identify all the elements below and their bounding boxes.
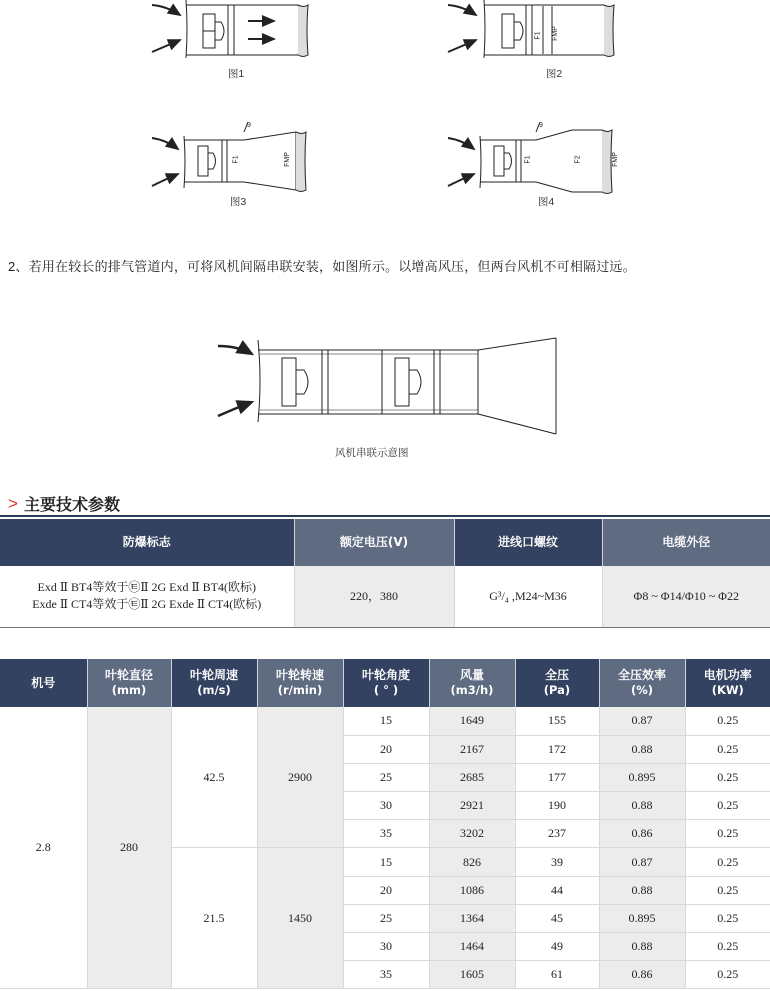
body-paragraph: 2、若用在较长的排气管道内，可将风机间隔串联安装，如图所示。以增高风压，但两台风机不可相隔过远。 bbox=[8, 259, 636, 274]
pressure-cell: 44 bbox=[515, 876, 599, 904]
efficiency-cell: 0.87 bbox=[599, 707, 685, 735]
figure-3-caption: 图3 bbox=[229, 196, 247, 208]
perf-header-airflow: 风量 (m3/h) bbox=[429, 659, 515, 707]
figure-4 bbox=[444, 116, 634, 208]
power-cell: 0.25 bbox=[685, 735, 770, 763]
spec-header: 防爆标志 bbox=[0, 519, 294, 566]
angle-cell: 15 bbox=[343, 707, 429, 735]
fig2-f1-label: F1 bbox=[534, 31, 542, 40]
pressure-cell: 177 bbox=[515, 763, 599, 791]
figure-1-caption: 图1 bbox=[227, 68, 245, 80]
efficiency-cell: 0.87 bbox=[599, 848, 685, 876]
angle-cell: 30 bbox=[343, 792, 429, 820]
airflow-cell: 3202 bbox=[429, 820, 515, 848]
rpm-cell: 1450 bbox=[257, 848, 343, 989]
spec-ex-line2: Exde Ⅱ CT4等效于㉫Ⅱ 2G Exde Ⅱ CT4(欧标) bbox=[32, 597, 262, 612]
figure-4-caption: 图4 bbox=[537, 196, 555, 208]
power-cell: 0.25 bbox=[685, 820, 770, 848]
efficiency-cell: 0.86 bbox=[599, 820, 685, 848]
pressure-cell: 61 bbox=[515, 961, 599, 989]
tip-speed-cell: 21.5 bbox=[171, 848, 257, 989]
perf-header-tip-speed: 叶轮周速 (m/s) bbox=[171, 659, 257, 707]
efficiency-cell: 0.895 bbox=[599, 904, 685, 932]
section-title bbox=[8, 492, 120, 515]
airflow-cell: 826 bbox=[429, 848, 515, 876]
fig4-angle-label: 9 bbox=[539, 122, 543, 129]
spec-header: 电缆外径 bbox=[602, 519, 770, 566]
angle-cell: 25 bbox=[343, 763, 429, 791]
performance-table bbox=[0, 659, 770, 989]
spec-header: 进线口螺纹 bbox=[454, 519, 602, 566]
airflow-cell: 1605 bbox=[429, 961, 515, 989]
pressure-cell: 237 bbox=[515, 820, 599, 848]
power-cell: 0.25 bbox=[685, 763, 770, 791]
spec-ex-cell bbox=[0, 566, 294, 627]
power-cell: 0.25 bbox=[685, 792, 770, 820]
fig4-f2-label: F2 bbox=[574, 155, 582, 164]
efficiency-cell: 0.88 bbox=[599, 735, 685, 763]
pressure-cell: 172 bbox=[515, 735, 599, 763]
perf-header-diameter: 叶轮直径 (mm) bbox=[87, 659, 171, 707]
airflow-cell: 1649 bbox=[429, 707, 515, 735]
airflow-cell: 2921 bbox=[429, 792, 515, 820]
tip-speed-cell: 42.5 bbox=[171, 707, 257, 848]
section-title-text: 主要技术参数 bbox=[23, 497, 120, 514]
fig4-f1-label: F1 bbox=[524, 155, 532, 164]
pressure-cell: 155 bbox=[515, 707, 599, 735]
spec-row bbox=[0, 566, 770, 627]
power-cell: 0.25 bbox=[685, 961, 770, 989]
perf-header-rpm: 叶轮转速 (r/min) bbox=[257, 659, 343, 707]
perf-header-efficiency: 全压效率 (%) bbox=[599, 659, 685, 707]
figure-3 bbox=[148, 116, 318, 208]
spec-header-row bbox=[0, 519, 770, 566]
perf-header-angle: 叶轮角度 ( ° ) bbox=[343, 659, 429, 707]
perf-header-pressure: 全压 (Pa) bbox=[515, 659, 599, 707]
figure-2-caption: 图2 bbox=[545, 68, 563, 80]
fig4-fmp-label: FMP bbox=[611, 152, 619, 167]
perf-body bbox=[0, 707, 770, 989]
power-cell: 0.25 bbox=[685, 904, 770, 932]
pressure-cell: 45 bbox=[515, 904, 599, 932]
pressure-cell: 39 bbox=[515, 848, 599, 876]
section-arrow-icon: > bbox=[8, 493, 18, 513]
perf-header-machine-no: 机号 bbox=[0, 659, 87, 707]
power-cell: 0.25 bbox=[685, 933, 770, 961]
angle-cell: 25 bbox=[343, 904, 429, 932]
airflow-cell: 2167 bbox=[429, 735, 515, 763]
rpm-cell: 2900 bbox=[257, 707, 343, 848]
airflow-cell: 1086 bbox=[429, 876, 515, 904]
spec-thread-cell: G³/₄ ,M24~M36 bbox=[454, 566, 602, 627]
machine-no-cell: 2.8 bbox=[0, 707, 87, 989]
figure-1 bbox=[148, 0, 318, 80]
fig2-fmp-label: FMP bbox=[551, 26, 559, 41]
figure-2 bbox=[444, 0, 624, 80]
section-rule bbox=[0, 515, 770, 517]
power-cell: 0.25 bbox=[685, 876, 770, 904]
fig3-fmp-label: FMP bbox=[283, 152, 291, 167]
efficiency-cell: 0.88 bbox=[599, 933, 685, 961]
angle-cell: 30 bbox=[343, 933, 429, 961]
spec-cable-cell: Φ8 ~ Φ14/Φ10 ~ Φ22 bbox=[602, 566, 770, 627]
perf-header-power: 电机功率 (KW) bbox=[685, 659, 770, 707]
spec-header: 额定电压(V) bbox=[294, 519, 454, 566]
series-diagram-caption: 风机串联示意图 bbox=[335, 447, 409, 459]
perf-header-row bbox=[0, 659, 770, 707]
spec-voltage-cell: 220，380 bbox=[294, 566, 454, 627]
angle-cell: 35 bbox=[343, 820, 429, 848]
power-cell: 0.25 bbox=[685, 707, 770, 735]
diameter-cell: 280 bbox=[87, 707, 171, 989]
efficiency-cell: 0.895 bbox=[599, 763, 685, 791]
airflow-cell: 1364 bbox=[429, 904, 515, 932]
angle-cell: 20 bbox=[343, 876, 429, 904]
angle-cell: 15 bbox=[343, 848, 429, 876]
airflow-cell: 1464 bbox=[429, 933, 515, 961]
spec-table bbox=[0, 519, 770, 628]
angle-cell: 20 bbox=[343, 735, 429, 763]
efficiency-cell: 0.88 bbox=[599, 876, 685, 904]
pressure-cell: 190 bbox=[515, 792, 599, 820]
fig3-f1-label: F1 bbox=[232, 155, 240, 164]
table-row bbox=[0, 707, 770, 735]
series-diagram bbox=[210, 330, 560, 440]
spec-ex-line1: Exd Ⅱ BT4等效于㉫Ⅱ 2G Exd Ⅱ BT4(欧标) bbox=[37, 580, 256, 595]
power-cell: 0.25 bbox=[685, 848, 770, 876]
efficiency-cell: 0.86 bbox=[599, 961, 685, 989]
pressure-cell: 49 bbox=[515, 933, 599, 961]
fig3-angle-label: 9 bbox=[247, 122, 251, 129]
airflow-cell: 2685 bbox=[429, 763, 515, 791]
angle-cell: 35 bbox=[343, 961, 429, 989]
efficiency-cell: 0.88 bbox=[599, 792, 685, 820]
